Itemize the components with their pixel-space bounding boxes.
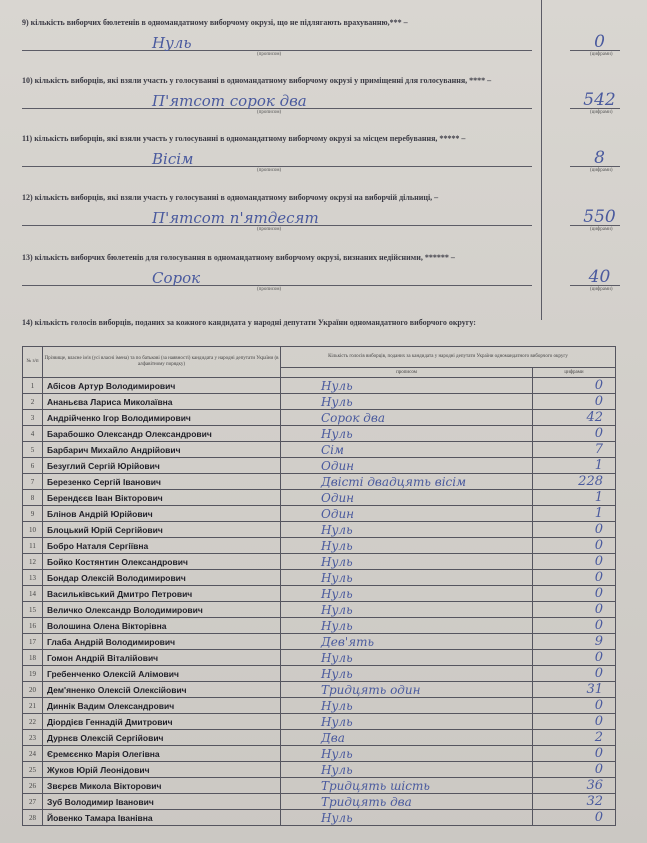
table-row [23, 570, 616, 586]
section-14-heading: 14) кількість голосів виборців, поданих за кожного кандидата у народні депутати України одномандатного виборчого округу: [22, 318, 476, 327]
candidate-name: Дем'яненко Олексій Олексійович [43, 682, 281, 698]
table-row [23, 794, 616, 810]
votes-digits: 0 [533, 586, 616, 602]
candidate-name: Волошина Олена Вікторівна [43, 618, 281, 634]
votes-digits: 0 [533, 746, 616, 762]
candidates-table-body [23, 378, 616, 826]
table-row [23, 730, 616, 746]
votes-digits: 0 [533, 538, 616, 554]
votes-words: Тридцять два [281, 794, 533, 810]
candidate-name: Безуглий Сергій Юрійович [43, 458, 281, 474]
candidate-name: Гребенченко Олексій Алімович [43, 666, 281, 682]
votes-digits: 0 [533, 650, 616, 666]
protocol-item [22, 18, 622, 57]
candidate-name: Бондар Олексій Володимирович [43, 570, 281, 586]
candidate-name: Діордієв Геннадій Дмитрович [43, 714, 281, 730]
protocol-item [22, 193, 622, 232]
row-number: 11 [23, 538, 43, 554]
answer-words: Вісім [152, 150, 194, 168]
row-number: 8 [23, 490, 43, 506]
protocol-item-text: 13) кількість виборчих бюлетенів для голосування в одномандатному виборчому окрузі, визнаних недійсними, ****** – [22, 253, 455, 262]
row-number: 3 [23, 410, 43, 426]
table-row [23, 762, 616, 778]
candidate-name: Абісов Артур Володимирович [43, 378, 281, 394]
candidate-name: Барбарич Михайло Андрійович [43, 442, 281, 458]
protocol-item-text: 12) кількість виборців, які взяли участь у голосуванні в одномандатному виборчому окрузі на виборчій дільниці, – [22, 193, 439, 202]
votes-words: Нуль [281, 570, 533, 586]
votes-digits: 0 [533, 426, 616, 442]
candidate-name: Андрійченко Ігор Володимирович [43, 410, 281, 426]
candidate-name: Глаба Андрій Володимирович [43, 634, 281, 650]
votes-digits: 0 [533, 762, 616, 778]
votes-words: Нуль [281, 698, 533, 714]
answer-line [22, 285, 532, 286]
votes-digits: 32 [533, 794, 616, 810]
candidate-name: Бойко Костянтин Олександрович [43, 554, 281, 570]
votes-words: Тридцять шість [281, 778, 533, 794]
answer-number: 550 [583, 207, 616, 227]
row-number: 10 [23, 522, 43, 538]
table-row [23, 602, 616, 618]
votes-words: Нуль [281, 554, 533, 570]
votes-digits: 2 [533, 730, 616, 746]
answer-words-caption: (прописом) [257, 227, 282, 232]
votes-digits: 1 [533, 490, 616, 506]
table-row [23, 490, 616, 506]
votes-words: Нуль [281, 586, 533, 602]
table-row [23, 506, 616, 522]
votes-digits: 9 [533, 634, 616, 650]
votes-words: Один [281, 490, 533, 506]
answer-words: П'ятсот п'ятдесят [152, 209, 319, 227]
candidate-name: Ананьєва Лариса Миколаївна [43, 394, 281, 410]
row-number: 20 [23, 682, 43, 698]
candidate-name: Зуб Володимир Іванович [43, 794, 281, 810]
table-row [23, 698, 616, 714]
table-row [23, 618, 616, 634]
row-number: 1 [23, 378, 43, 394]
answer-words: Нуль [152, 34, 192, 52]
votes-digits: 0 [533, 810, 616, 826]
row-number: 13 [23, 570, 43, 586]
votes-digits: 0 [533, 666, 616, 682]
candidate-name: Йовенко Тамара Іванівна [43, 810, 281, 826]
votes-digits: 36 [533, 778, 616, 794]
row-number: 2 [23, 394, 43, 410]
row-number: 24 [23, 746, 43, 762]
table-row [23, 650, 616, 666]
header-number: № з/п [23, 347, 43, 378]
answer-words-caption: (прописом) [257, 110, 282, 115]
answer-words-caption: (прописом) [257, 52, 282, 57]
candidate-name: Єремєєнко Марія Олегівна [43, 746, 281, 762]
answer-number-caption: (цифрами) [590, 227, 613, 232]
row-number: 17 [23, 634, 43, 650]
table-row [23, 522, 616, 538]
votes-digits: 1 [533, 506, 616, 522]
votes-digits: 0 [533, 554, 616, 570]
answer-words: Сорок [152, 269, 201, 287]
votes-words: Сорок два [281, 410, 533, 426]
answer-number: 0 [594, 32, 605, 52]
votes-words: Нуль [281, 522, 533, 538]
answer-number-caption: (цифрами) [590, 52, 613, 57]
answer-number: 542 [583, 90, 616, 110]
header-votes-text: Кількість голосів виборців, поданих за кандидата у народні депутати України одномандатного виборчого округу [328, 354, 568, 359]
votes-words: Двісті двадцять вісім [281, 474, 533, 490]
votes-digits: 0 [533, 570, 616, 586]
answer-words-caption: (прописом) [257, 168, 282, 173]
row-number: 14 [23, 586, 43, 602]
answer-words: П'ятсот сорок два [152, 92, 307, 110]
answer-words-caption: (прописом) [257, 287, 282, 292]
table-row [23, 538, 616, 554]
row-number: 26 [23, 778, 43, 794]
votes-words: Один [281, 458, 533, 474]
row-number: 21 [23, 698, 43, 714]
vertical-divider [541, 0, 542, 320]
header-candidate-name-text: Прізвище, власне ім'я (усі власні імена) та по батькові (за наявності) кандидата у народні депутати України (в алфавітному порядку) [44, 356, 279, 367]
table-row [23, 442, 616, 458]
table-row [23, 714, 616, 730]
candidate-name: Березенко Сергій Іванович [43, 474, 281, 490]
votes-digits: 0 [533, 378, 616, 394]
row-number: 7 [23, 474, 43, 490]
row-number: 6 [23, 458, 43, 474]
table-row [23, 746, 616, 762]
votes-words: Два [281, 730, 533, 746]
votes-digits: 0 [533, 714, 616, 730]
votes-digits: 31 [533, 682, 616, 698]
table-row [23, 634, 616, 650]
candidates-table [22, 346, 616, 826]
votes-words: Нуль [281, 714, 533, 730]
table-row [23, 458, 616, 474]
candidate-name: Жуков Юрій Леонідович [43, 762, 281, 778]
table-row [23, 666, 616, 682]
table-row [23, 778, 616, 794]
candidate-name: Гомон Андрій Віталійович [43, 650, 281, 666]
votes-digits: 228 [533, 474, 616, 490]
votes-words: Нуль [281, 378, 533, 394]
answer-number-caption: (цифрами) [590, 110, 613, 115]
candidate-name: Величко Олександр Володимирович [43, 602, 281, 618]
protocol-item-text: 10) кількість виборців, які взяли участь у голосуванні в одномандатному виборчому окрузі у приміщенні для голосування, **** – [22, 76, 492, 85]
header-candidate-name [43, 347, 281, 378]
candidate-name: Блоцький Юрій Сергійович [43, 522, 281, 538]
answer-number-caption: (цифрами) [590, 287, 613, 292]
protocol-item [22, 134, 622, 173]
votes-words: Нуль [281, 650, 533, 666]
candidate-name: Дурнєв Олексій Сергійович [43, 730, 281, 746]
candidate-name: Блінов Андрій Юрійович [43, 506, 281, 522]
votes-words: Нуль [281, 810, 533, 826]
protocol-item [22, 253, 622, 292]
table-row [23, 474, 616, 490]
answer-number: 8 [594, 148, 605, 168]
votes-digits: 0 [533, 698, 616, 714]
table-row [23, 682, 616, 698]
votes-digits: 42 [533, 410, 616, 426]
votes-digits: 0 [533, 522, 616, 538]
answer-line [22, 50, 532, 51]
row-number: 9 [23, 506, 43, 522]
header-words: прописом [281, 368, 533, 378]
row-number: 16 [23, 618, 43, 634]
votes-digits: 7 [533, 442, 616, 458]
table-row [23, 586, 616, 602]
candidate-name: Барабошко Олександр Олександрович [43, 426, 281, 442]
table-row [23, 378, 616, 394]
answer-number-caption: (цифрами) [590, 168, 613, 173]
votes-words: Нуль [281, 394, 533, 410]
row-number: 12 [23, 554, 43, 570]
table-row [23, 394, 616, 410]
row-number: 25 [23, 762, 43, 778]
votes-digits: 0 [533, 394, 616, 410]
protocol-item [22, 76, 622, 115]
row-number: 5 [23, 442, 43, 458]
candidate-name: Диннік Вадим Олександрович [43, 698, 281, 714]
header-votes [281, 347, 616, 368]
table-row [23, 810, 616, 826]
votes-words: Нуль [281, 762, 533, 778]
votes-words: Тридцять один [281, 682, 533, 698]
votes-words: Нуль [281, 426, 533, 442]
row-number: 23 [23, 730, 43, 746]
table-row [23, 410, 616, 426]
row-number: 18 [23, 650, 43, 666]
row-number: 28 [23, 810, 43, 826]
votes-words: Нуль [281, 618, 533, 634]
votes-words: Один [281, 506, 533, 522]
votes-words: Нуль [281, 538, 533, 554]
votes-words: Дев'ять [281, 634, 533, 650]
candidate-name: Бобро Наталя Сергіївна [43, 538, 281, 554]
answer-number: 40 [588, 267, 611, 287]
row-number: 15 [23, 602, 43, 618]
candidate-name: Васильківський Дмитро Петрович [43, 586, 281, 602]
row-number: 19 [23, 666, 43, 682]
votes-digits: 0 [533, 602, 616, 618]
protocol-item-text: 9) кількість виборчих бюлетенів в одномандатному виборчому окрузі, що не підлягають врахуванню,*** – [22, 18, 408, 27]
header-digits: цифрами [533, 368, 616, 378]
table-row [23, 554, 616, 570]
votes-digits: 0 [533, 618, 616, 634]
votes-digits: 1 [533, 458, 616, 474]
votes-words: Нуль [281, 666, 533, 682]
row-number: 22 [23, 714, 43, 730]
protocol-item-text: 11) кількість виборців, які взяли участь у голосуванні в одномандатному виборчому окрузі за місцем перебування, ***** – [22, 134, 466, 143]
row-number: 27 [23, 794, 43, 810]
candidate-name: Берендєєв Іван Вікторович [43, 490, 281, 506]
row-number: 4 [23, 426, 43, 442]
table-row [23, 426, 616, 442]
votes-words: Нуль [281, 746, 533, 762]
candidate-name: Звєрєв Микола Вікторович [43, 778, 281, 794]
answer-line [22, 166, 532, 167]
votes-words: Нуль [281, 602, 533, 618]
votes-words: Сім [281, 442, 533, 458]
